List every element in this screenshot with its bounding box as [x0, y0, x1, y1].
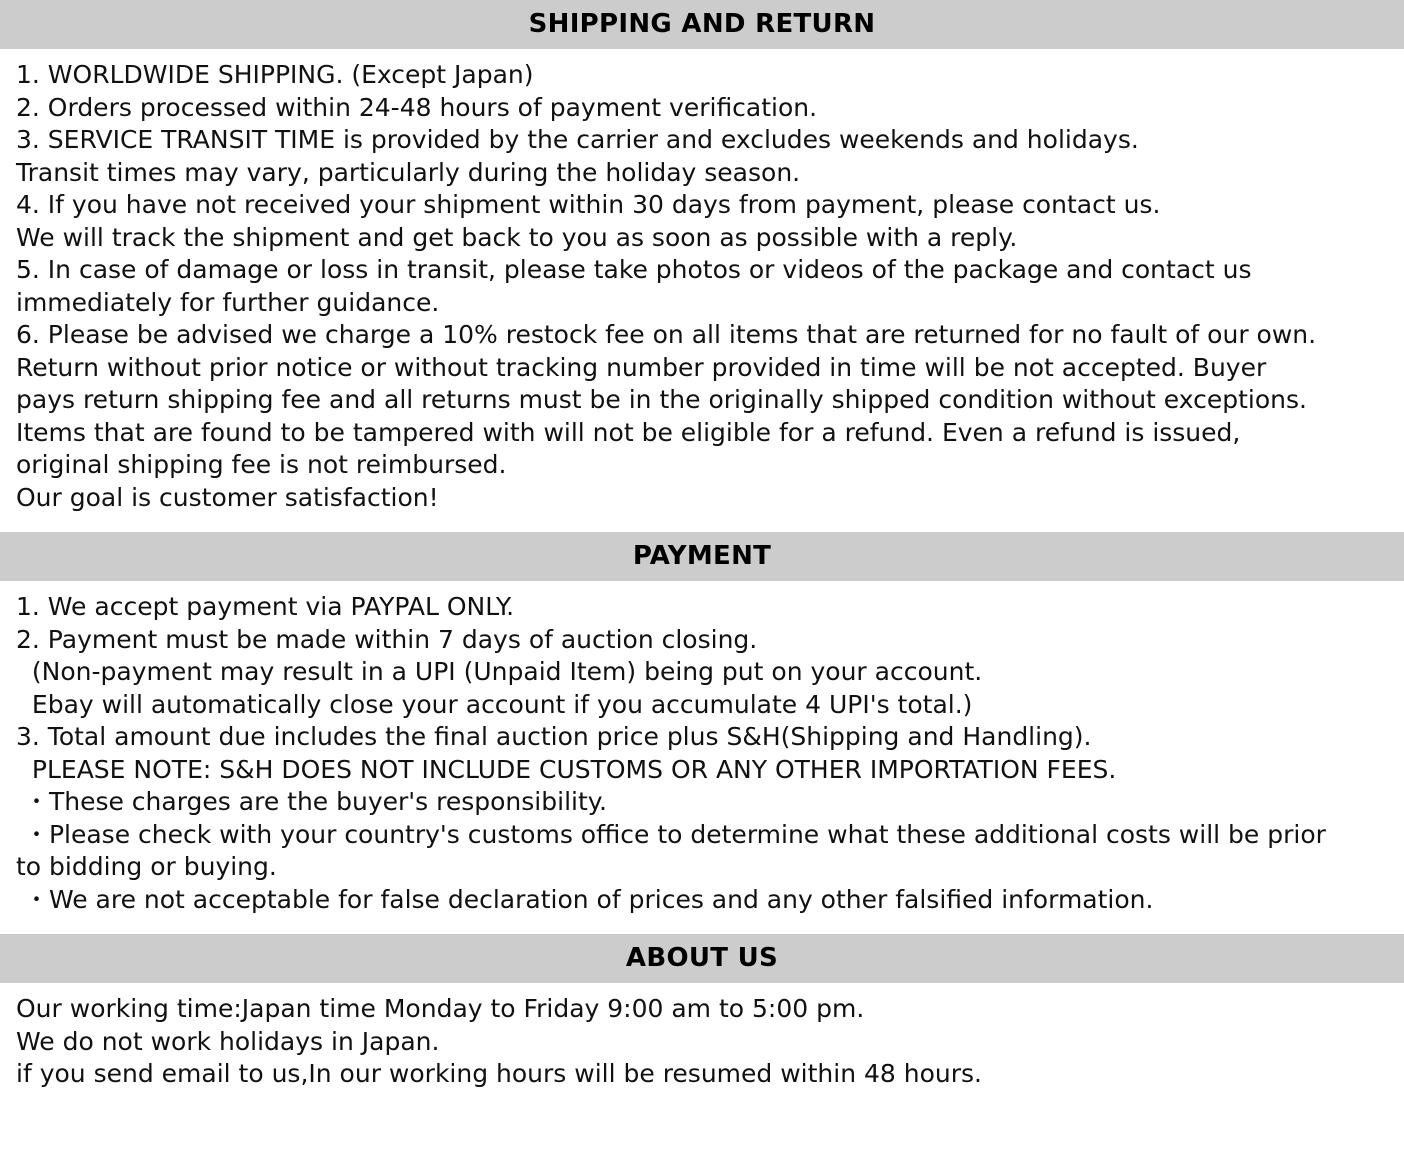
policy-line: if you send email to us,In our working hours will be resumed within 48 hours. [16, 1059, 982, 1088]
policy-line: 2. Orders processed within 24-48 hours of payment verification. [16, 92, 818, 122]
policy-line: ・Please check with your country's customs office to determine what these additional costs will be prior [16, 819, 1326, 849]
policy-line: Transit times may vary, particularly during the holiday season. [16, 157, 801, 187]
policy-line: Our working time:Japan time Monday to Friday 9:00 am to 5:00 pm. [16, 994, 865, 1023]
policy-line: original shipping fee is not reimbursed. [16, 450, 507, 479]
policy-line: PLEASE NOTE: S&H DOES NOT INCLUDE CUSTOMS OR ANY OTHER IMPORTATION FEES. [16, 754, 1117, 784]
section-divider-spacer [0, 524, 1404, 532]
section-divider-spacer [0, 926, 1404, 934]
policy-line: 3. SERVICE TRANSIT TIME is provided by the carrier and excludes weekends and holidays. [16, 125, 1139, 154]
policy-line: 1. We accept payment via PAYPAL ONLY. [16, 592, 515, 621]
section-body-shipping-and-return [0, 49, 1404, 524]
section-header-shipping-and-return: SHIPPING AND RETURN [0, 0, 1404, 49]
policy-line: Ebay will automatically close your account if you accumulate 4 UPI's total.) [16, 689, 973, 719]
page-bottom-spacer [0, 1101, 1404, 1123]
policy-line: 5. In case of damage or loss in transit, please take photos or videos of the package and contact us [16, 255, 1252, 284]
section-body-about-us [0, 983, 1404, 1101]
policy-line: We do not work holidays in Japan. [16, 1026, 440, 1056]
policy-line: to bidding or buying. [16, 852, 277, 881]
policy-line: Items that are found to be tampered with will not be eligible for a refund. Even a refund is issued, [16, 417, 1241, 447]
policy-line: 1. WORLDWIDE SHIPPING. (Except Japan) [16, 60, 534, 89]
policy-line: ・We are not acceptable for false declaration of prices and any other falsified information. [16, 884, 1154, 914]
policy-line: We will track the shipment and get back to you as soon as possible with a reply. [16, 222, 1018, 252]
policy-line: ・These charges are the buyer's responsibility. [16, 787, 607, 816]
policy-line: Our goal is customer satisfaction! [16, 482, 439, 512]
policy-line: immediately for further guidance. [16, 287, 440, 317]
policy-line: pays return shipping fee and all returns must be in the originally shipped condition without exceptions. [16, 385, 1307, 414]
policy-line: (Non-payment may result in a UPI (Unpaid Item) being put on your account. [16, 657, 983, 686]
section-body-payment [0, 581, 1404, 926]
policy-line: 4. If you have not received your shipment within 30 days from payment, please contact us. [16, 190, 1161, 219]
policy-line: 2. Payment must be made within 7 days of auction closing. [16, 624, 758, 654]
policy-line: 3. Total amount due includes the final auction price plus S&H(Shipping and Handling). [16, 722, 1092, 751]
section-header-payment: PAYMENT [0, 532, 1404, 581]
policy-line: Return without prior notice or without tracking number provided in time will be not accepted. Buyer [16, 352, 1267, 382]
policy-line: 6. Please be advised we charge a 10% restock fee on all items that are returned for no fault of our own. [16, 320, 1317, 349]
section-header-about-us: ABOUT US [0, 934, 1404, 983]
